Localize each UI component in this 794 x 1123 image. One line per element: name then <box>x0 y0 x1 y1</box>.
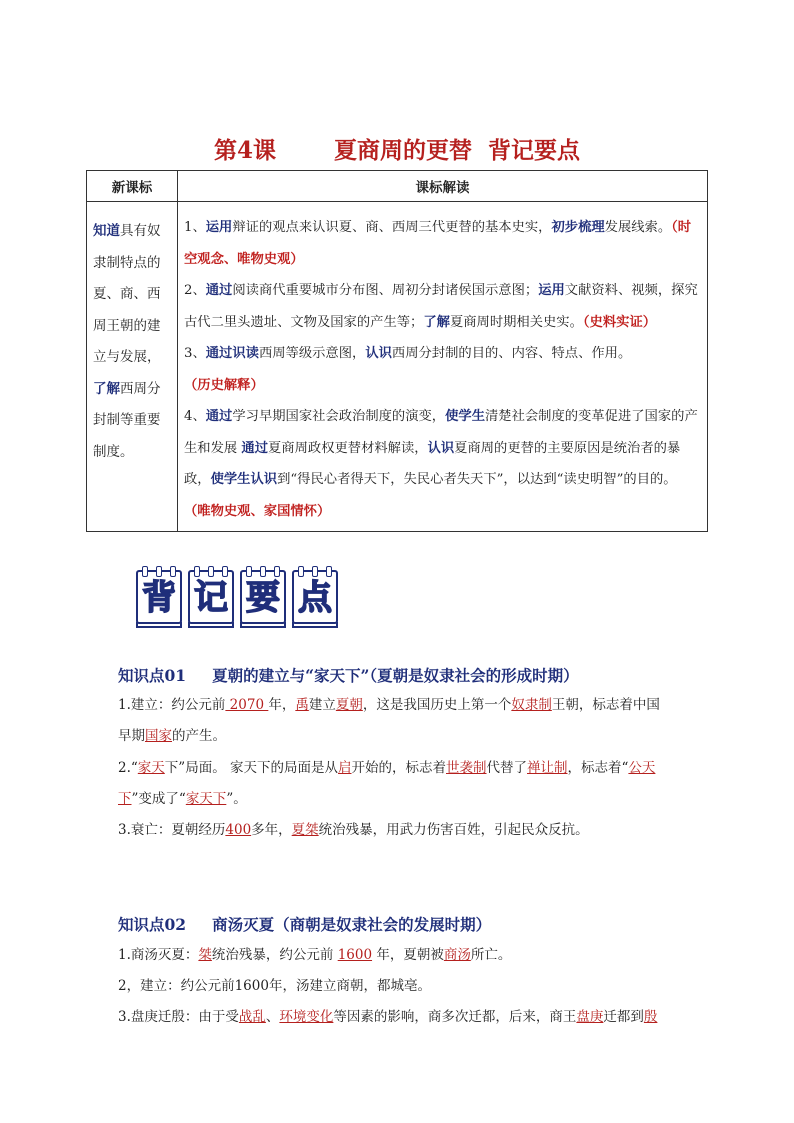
keyword: 了解 <box>423 314 450 330</box>
text: 文献资料、视频，探究古代二里头遗址、文物及国家的产生等； <box>184 283 698 330</box>
answer-blank: 商汤 <box>443 947 471 963</box>
title-suffix: 背记要点 <box>488 137 581 164</box>
standard-text: 西周分封制等重要制度。 <box>93 380 161 460</box>
answer-blank: 家天下 <box>185 791 227 807</box>
answer-blank: 下 <box>118 791 132 807</box>
banner-tile <box>188 570 234 624</box>
table-row <box>87 202 708 532</box>
header-interpretation: 课标解读 <box>178 171 708 202</box>
memorize-banner <box>136 570 338 624</box>
answer-blank: 1600 <box>337 947 373 963</box>
banner-tile <box>136 570 182 624</box>
text: 辩证的观点来认识夏、商、西周三代更替的基本史实， <box>232 220 552 235</box>
kp1-line-4: 下”变成了“家天下”。 <box>118 791 247 807</box>
answer-blank: 盘庚 <box>576 1009 604 1025</box>
standard-cell <box>87 202 178 532</box>
keyword: 认识 <box>365 346 392 361</box>
literacy-tag: （历史解释） <box>184 377 264 393</box>
lesson-topic: 夏商周的更替 <box>334 137 472 164</box>
kp-number: 知识点01 <box>118 666 187 685</box>
lesson-number: 第4课 <box>213 137 276 164</box>
answer-blank: 战乱 <box>238 1009 266 1025</box>
answer-blank: 启 <box>338 760 352 776</box>
banner-tile <box>292 570 338 624</box>
text: 到“得民心者得天下，失民心者失天下”，以达到“读史明智”的目的。 <box>277 472 677 487</box>
answer-blank: 2070 <box>225 697 269 713</box>
keyword: 通过识读 <box>205 346 259 361</box>
text: 西周等级示意图， <box>258 346 366 361</box>
kp-title: 商汤灭夏（商朝是奴隶社会的发展时期） <box>212 915 492 934</box>
interpretation-item-2 <box>184 275 699 338</box>
page-title <box>0 132 794 165</box>
answer-blank: 环境变化 <box>279 1009 334 1025</box>
answer-blank: 公天 <box>628 760 656 776</box>
kp2-line-1: 1.商汤灭夏：桀统治残暴，约公元前 1600 年，夏朝被商汤所亡。 <box>118 947 512 963</box>
knowledge-point-heading <box>118 664 579 686</box>
text: 学习早期国家社会政治制度的演变， <box>232 409 446 424</box>
answer-blank: 桀 <box>198 947 212 963</box>
interpretation-item-3 <box>184 338 699 401</box>
text: 发展线索。 <box>604 220 672 235</box>
keyword: 运用 <box>538 283 565 298</box>
kp1-line-1: 1.建立：约公元前 2070 年，禹建立夏朝，这是我国历史上第一个奴隶制王朝，标志着中国 <box>118 697 660 713</box>
banner-glyph: 点 <box>298 578 332 618</box>
answer-blank: 世袭制 <box>446 760 487 776</box>
kp-number: 知识点02 <box>118 915 187 934</box>
text: 阅读商代重要城市分布图、周初分封诸侯国示意图； <box>232 283 539 298</box>
banner-glyph: 要 <box>246 578 280 618</box>
keyword: 通过 <box>205 409 233 424</box>
answer-blank: 国家 <box>145 728 172 744</box>
keyword: 运用 <box>205 220 233 235</box>
text: 1、 <box>184 220 206 235</box>
banner-glyph: 背 <box>142 578 176 618</box>
text: 清楚社会制度的变革促进了国家的产生和发展 <box>184 409 698 456</box>
keyword: 通过 <box>205 283 233 298</box>
interpretation-item-4 <box>184 401 699 527</box>
text: 2、 <box>184 283 206 298</box>
kp2-line-2: 2，建立：约公元前1600年，汤建立商朝，都城亳。 <box>118 978 431 994</box>
knowledge-point-heading <box>118 913 491 935</box>
answer-blank: 夏朝 <box>335 697 363 713</box>
text: 3、 <box>184 346 206 361</box>
text: 夏商周的更替的主要原因是统治者的暴政， <box>184 440 681 487</box>
interpretation-cell <box>178 202 708 532</box>
curriculum-table <box>86 170 708 532</box>
kp1-line-5: 3.衰亡：夏朝经历400多年，夏桀统治残暴，用武力伤害百姓，引起民众反抗。 <box>118 822 589 838</box>
interpretation-item-1 <box>184 212 699 275</box>
answer-blank: 夏桀 <box>291 822 319 838</box>
standard-text: 具有奴隶制特点的夏、商、西周王朝的建立与发展， <box>93 223 161 365</box>
text: 西周分封制的目的、内容、特点、作用。 <box>391 346 632 361</box>
kp1-line-3: 2.“家天下”局面。 家天下的局面是从启开始的，标志着世袭制代替了禅让制，标志着“公天 <box>118 760 656 776</box>
keyword: 了解 <box>93 380 120 397</box>
kp2-line-3: 3.盘庚迁殷：由于受战乱、环境变化等因素的影响，商多次迁都，后来，商王盘庚迁都到殷 <box>118 1009 658 1025</box>
answer-blank: 家天 <box>137 760 165 776</box>
keyword: 知道 <box>93 223 120 239</box>
answer-blank: 400 <box>225 822 252 838</box>
answer-blank: 殷 <box>643 1009 658 1025</box>
table-header-row <box>87 171 708 202</box>
text: 夏商周时期相关史实。 <box>449 314 583 330</box>
keyword: 初步梳理 <box>551 220 605 235</box>
header-new-standard: 新课标 <box>87 171 178 202</box>
literacy-tag: （唯物史观、家国情怀） <box>184 503 331 519</box>
kp1-line-2: 早期国家的产生。 <box>118 728 226 744</box>
banner-tile <box>240 570 286 624</box>
keyword: 通过 <box>241 440 269 456</box>
kp-title: 夏朝的建立与“家天下”（夏朝是奴隶社会的形成时期） <box>212 666 579 685</box>
keyword: 认识 <box>427 440 455 456</box>
text: 夏商周政权更替材料解读， <box>268 440 428 456</box>
answer-blank: 奴隶制 <box>511 697 552 713</box>
literacy-tag: （史料实证） <box>582 314 657 330</box>
answer-blank: 禅让制 <box>527 760 568 776</box>
keyword: 使学生 <box>445 409 485 424</box>
answer-blank: 禹 <box>295 697 309 713</box>
keyword: 使学生认识 <box>210 472 278 487</box>
literacy-tag: （时空观念、唯物史观） <box>184 220 692 267</box>
banner-glyph: 记 <box>194 578 228 618</box>
text: 4、 <box>184 409 206 424</box>
